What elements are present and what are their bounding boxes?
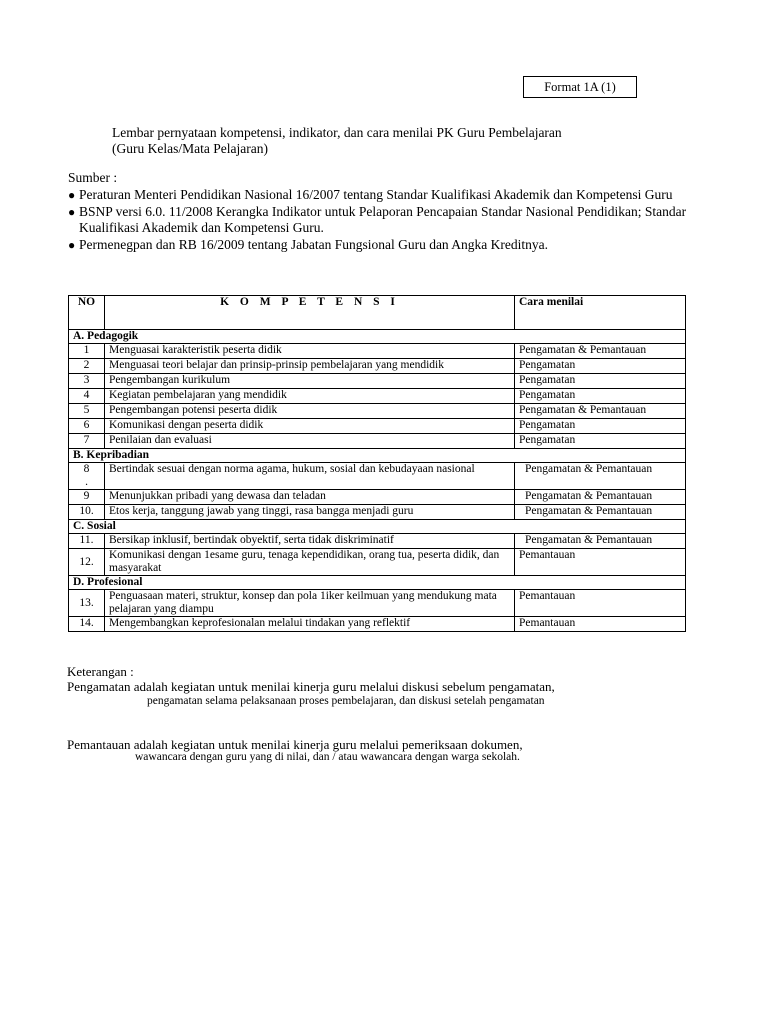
row-number: 6	[69, 419, 105, 434]
row-cara-menilai: Pengamatan & Pemantauan	[515, 463, 686, 490]
table-row	[69, 534, 686, 549]
sumber-section	[68, 170, 688, 254]
row-number: 1	[69, 344, 105, 359]
row-kompetensi: Penilaian dan evaluasi	[105, 434, 515, 449]
header-no: NO	[69, 296, 105, 330]
row-cara-menilai: Pemantauan	[515, 617, 686, 632]
row-kompetensi: Pengembangan kurikulum	[105, 374, 515, 389]
section-row	[69, 330, 686, 344]
row-cara-menilai: Pengamatan & Pemantauan	[515, 344, 686, 359]
section-row	[69, 520, 686, 534]
title-line-2: (Guru Kelas/Mata Pelajaran)	[112, 141, 268, 156]
sumber-item-text: BSNP versi 6.0. 11/2008 Kerangka Indikator untuk Pelaporan Pencapaian Standar Nasional Pendidikan; Standar Kualifikasi Akademik dan Kompetensi Guru.	[79, 204, 687, 235]
row-number: 12.	[69, 549, 105, 576]
table-row	[69, 344, 686, 359]
row-number: 5	[69, 404, 105, 419]
row-cara-menilai: Pengamatan & Pemantauan	[515, 505, 686, 520]
bullet-icon: ●	[68, 205, 76, 219]
row-kompetensi: Menguasai teori belajar dan prinsip-prinsip pembelajaran yang mendidik	[105, 359, 515, 374]
sumber-item	[68, 204, 688, 236]
row-number: 3	[69, 374, 105, 389]
table-body	[69, 330, 686, 632]
row-cara-menilai: Pengamatan	[515, 419, 686, 434]
sumber-item-text: Permenegpan dan RB 16/2009 tentang Jabatan Fungsional Guru dan Angka Kreditnya.	[79, 237, 549, 252]
sumber-item	[68, 237, 688, 253]
row-number: 10.	[69, 505, 105, 520]
row-number: 4	[69, 389, 105, 404]
row-number: 14.	[69, 617, 105, 632]
keterangan-label: Keterangan :	[67, 664, 134, 679]
row-kompetensi: Mengembangkan keprofesionalan melalui tindakan yang reflektif	[105, 617, 515, 632]
table-row	[69, 617, 686, 632]
row-cara-menilai: Pengamatan & Pemantauan	[515, 534, 686, 549]
pemantauan-section	[67, 738, 707, 764]
row-kompetensi: Penguasaan materi, struktur, konsep dan pola 1iker keilmuan yang mendukung mata pelajaran yang diampu	[105, 590, 515, 617]
section-title: D. Profesional	[69, 576, 686, 590]
header-cara-menilai: Cara menilai	[515, 296, 686, 330]
keterangan-section	[67, 664, 707, 709]
row-number: 8 .	[69, 463, 105, 490]
section-title: C. Sosial	[69, 520, 686, 534]
kompetensi-table	[68, 295, 686, 632]
section-title: B. Kepribadian	[69, 449, 686, 463]
bullet-icon: ●	[68, 238, 76, 252]
section-row	[69, 449, 686, 463]
table-row	[69, 463, 686, 490]
row-number: 7	[69, 434, 105, 449]
table-row	[69, 549, 686, 576]
row-cara-menilai: Pemantauan	[515, 549, 686, 576]
row-number: 2	[69, 359, 105, 374]
row-cara-menilai: Pengamatan & Pemantauan	[515, 490, 686, 505]
row-kompetensi: Pengembangan potensi peserta didik	[105, 404, 515, 419]
row-number: 11.	[69, 534, 105, 549]
row-number: 9	[69, 490, 105, 505]
table-row	[69, 490, 686, 505]
row-kompetensi: Kegiatan pembelajaran yang mendidik	[105, 389, 515, 404]
pengamatan-def-line-1: Pengamatan adalah kegiatan untuk menilai kinerja guru melalui diskusi sebelum pengamatan,	[67, 679, 555, 694]
row-kompetensi: Bersikap inklusif, bertindak obyektif, serta tidak diskriminatif	[105, 534, 515, 549]
section-title: A. Pedagogik	[69, 330, 686, 344]
table-row	[69, 404, 686, 419]
row-kompetensi: Etos kerja, tanggung jawab yang tinggi, rasa bangga menjadi guru	[105, 505, 515, 520]
table-row	[69, 434, 686, 449]
pemantauan-def-line-1: Pemantauan adalah kegiatan untuk menilai kinerja guru melalui pemeriksaan dokumen,	[67, 737, 523, 752]
bullet-icon: ●	[68, 188, 76, 202]
sumber-label: Sumber :	[68, 170, 118, 185]
table-row	[69, 359, 686, 374]
row-kompetensi: Menunjukkan pribadi yang dewasa dan teladan	[105, 490, 515, 505]
row-number: 13.	[69, 590, 105, 617]
row-kompetensi: Komunikasi dengan peserta didik	[105, 419, 515, 434]
row-cara-menilai: Pengamatan	[515, 374, 686, 389]
table-row	[69, 374, 686, 389]
table-header-row	[69, 296, 686, 330]
row-cara-menilai: Pemantauan	[515, 590, 686, 617]
sumber-item	[68, 187, 688, 203]
row-cara-menilai: Pengamatan	[515, 359, 686, 374]
row-kompetensi: Bertindak sesuai dengan norma agama, hukum, sosial dan kebudayaan nasional	[105, 463, 515, 490]
pengamatan-def-line-2: pengamatan selama pelaksanaan proses pembelajaran, dan diskusi setelah pengamatan	[147, 695, 545, 707]
table-row	[69, 505, 686, 520]
row-cara-menilai: Pengamatan	[515, 434, 686, 449]
title-line-1: Lembar pernyataan kompetensi, indikator, dan cara menilai PK Guru Pembelajaran	[112, 125, 562, 140]
table-row	[69, 590, 686, 617]
document-title	[112, 125, 562, 157]
row-kompetensi: Menguasai karakteristik peserta didik	[105, 344, 515, 359]
sumber-item-text: Peraturan Menteri Pendidikan Nasional 16/2007 tentang Standar Kualifikasi Akademik dan Kompetensi Guru	[79, 187, 673, 202]
format-label: Format 1A (1)	[523, 76, 637, 98]
section-row	[69, 576, 686, 590]
header-kompetensi: K O M P E T E N S I	[105, 296, 515, 330]
table-row	[69, 419, 686, 434]
table-row	[69, 389, 686, 404]
row-kompetensi: Komunikasi dengan 1esame guru, tenaga kependidikan, orang tua, peserta didik, dan masyarakat	[105, 549, 515, 576]
pemantauan-def-line-2: wawancara dengan guru yang di nilai, dan / atau wawancara dengan warga sekolah.	[135, 751, 520, 763]
row-cara-menilai: Pengamatan	[515, 389, 686, 404]
row-cara-menilai: Pengamatan & Pemantauan	[515, 404, 686, 419]
